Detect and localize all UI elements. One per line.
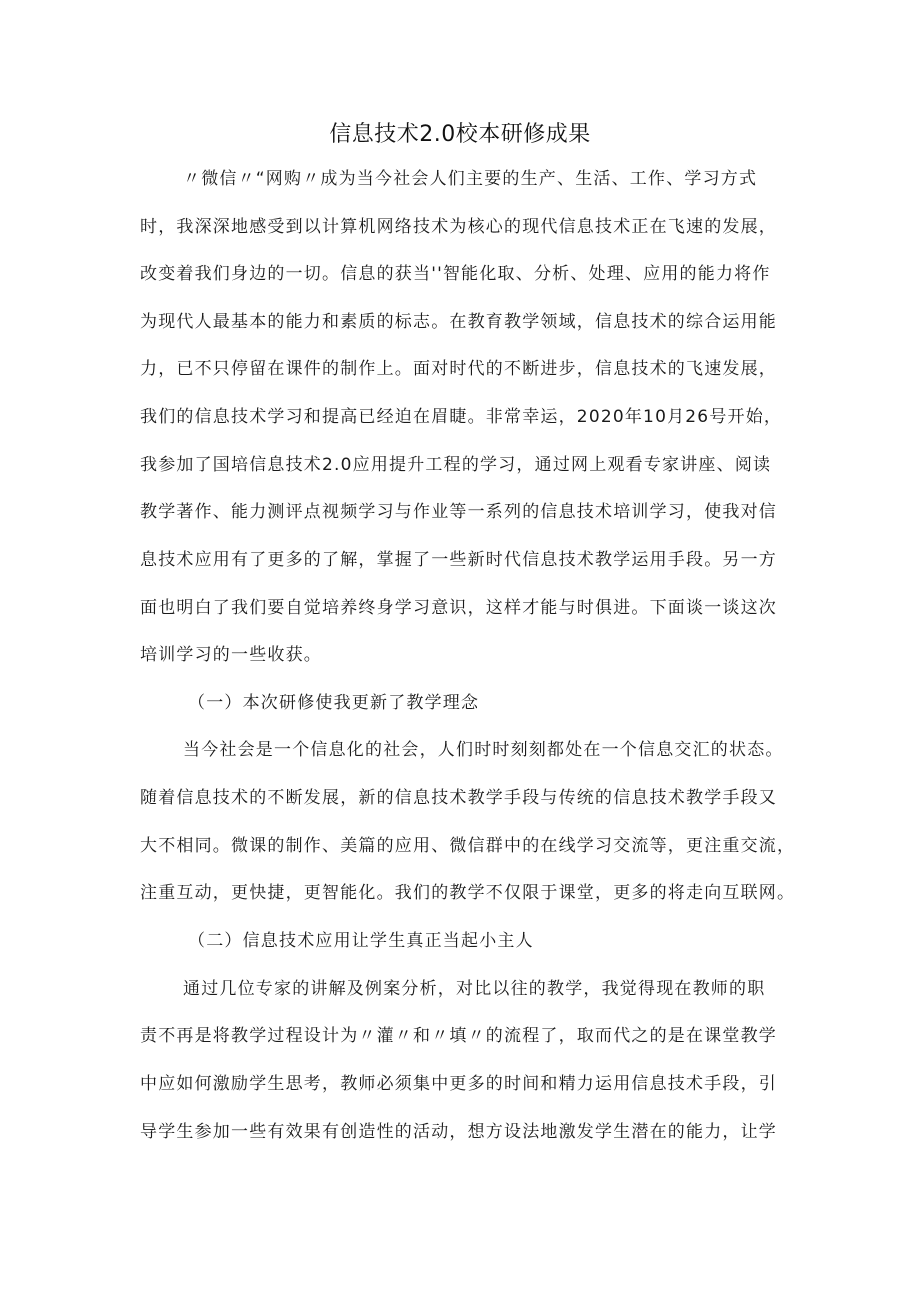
text-line: 息技术应用有了更多的了解，掌握了一些新时代信息技术教学运用手段。另一方 [140,550,777,570]
text-line: 我们的信息技术学习和提高已经迫在眉睫。非常幸运，2020年10月26号开始， [140,407,783,427]
text-line: 我参加了国培信息技术2.0应用提升工程的学习，通过网上观看专家讲座、阅读 [140,455,772,475]
text-line: 通过几位专家的讲解及例案分析，对比以往的教学，我觉得现在教师的职 [183,979,766,999]
text-line: 责不再是将教学过程设计为〃灌〃和〃填〃的流程了，取而代之的是在课堂教学 [140,1026,777,1046]
text-line: 教学著作、能力测评点视频学习与作业等一系列的信息技术培训学习，使我对信 [140,502,777,522]
section-heading: （一）本次研修使我更新了教学理念 [188,693,480,713]
text-line: 时，我深深地感受到以计算机网络技术为核心的现代信息技术正在飞速的发展， [140,217,777,237]
text-line: 面也明白了我们要自觉培养终身学习意识，这样才能与时俱进。下面谈一谈这次 [140,598,777,618]
text-line: 改变着我们身边的一切。信息的获当''智能化取、分析、处理、应用的能力将作 [140,264,771,284]
text-line: 培训学习的一些收获。 [140,645,322,665]
section-heading: （二）信息技术应用让学生真正当起小主人 [188,931,534,951]
text-line: 注重互动，更快捷，更智能化。我们的教学不仅限于课堂，更多的将走向互联网。 [140,883,796,903]
text-line: 当今社会是一个信息化的社会，人们时时刻刻都处在一个信息交汇的状态。 [183,740,784,760]
text-line: 力，已不只停留在课件的制作上。面对时代的不断进步，信息技术的飞速发展， [140,359,777,379]
text-line: 为现代人最基本的能力和素质的标志。在教育教学领域，信息技术的综合运用能 [140,312,777,332]
text-line: 导学生参加一些有效果有创造性的活动，想方设法地激发学生潜在的能力，让学 [140,1122,777,1142]
text-line: 随着信息技术的不断发展，新的信息技术教学手段与传统的信息技术教学手段又 [140,788,777,808]
text-line: 大不相同。微课的制作、美篇的应用、微信群中的在线学习交流等，更注重交流， [140,836,796,856]
document-title: 信息技术2.0校本研修成果 [329,122,591,147]
text-line: 〃微信〃“网购〃成为当今社会人们主要的生产、生活、工作、学习方式 [183,169,758,189]
text-line: 中应如何激励学生思考，教师必须集中更多的时间和精力运用信息技术手段，引 [140,1074,777,1094]
